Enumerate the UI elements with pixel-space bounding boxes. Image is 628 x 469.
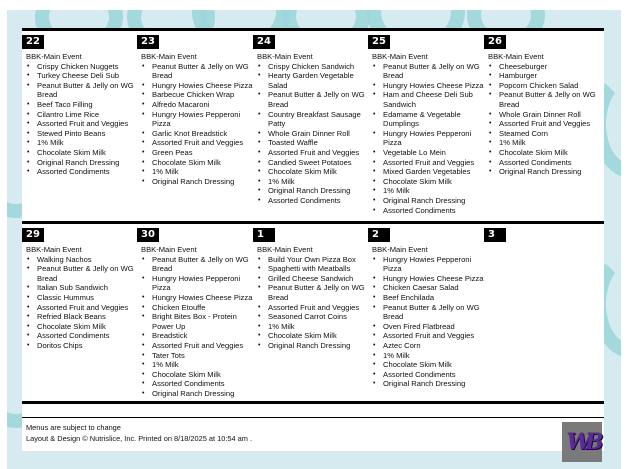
calendar-week-2 — [22, 221, 604, 398]
menu-item: • Hungry Howies Cheese Pizza — [141, 293, 256, 303]
menu-item: • Chicken Caesar Salad — [372, 283, 487, 293]
logo-text: WB — [566, 429, 598, 455]
menu-item-list — [137, 255, 252, 399]
menu-item: • Chocolate Skim Milk — [26, 148, 141, 158]
menu-item: • Original Ranch Dressing — [26, 158, 141, 168]
menu-item-list — [253, 62, 368, 206]
menu-item: • Alfredo Macaroni — [141, 100, 256, 110]
menu-item: • Assorted Fruit and Veggies — [372, 331, 487, 341]
menu-item: • Beef Enchilada — [372, 293, 487, 303]
menu-item: • Peanut Butter & Jelly on WG Bread — [141, 62, 256, 81]
day-number: 1 — [253, 228, 275, 242]
menu-item: • Classic Hummus — [26, 293, 141, 303]
menu-calendar — [22, 28, 604, 455]
menu-item: • Chocolate Skim Milk — [141, 158, 256, 168]
menu-item: • Assorted Fruit and Veggies — [26, 119, 141, 129]
divider-thick — [22, 401, 604, 404]
menu-item: • Hungry Howies Pepperoni Pizza — [372, 129, 487, 148]
menu-item: • Grilled Cheese Sandwich — [257, 274, 372, 284]
day-number: 3 — [484, 228, 506, 242]
menu-item: • Walking Nachos — [26, 255, 141, 265]
divider-thin — [22, 417, 604, 418]
menu-item: • Peanut Butter & Jelly on WG Bread — [26, 264, 141, 283]
menu-item: • Original Ranch Dressing — [372, 196, 487, 206]
disclaimer-text: Menus are subject to change — [26, 423, 121, 432]
day-number: 22 — [22, 35, 44, 49]
menu-item: • Cilantro Lime Rice — [26, 110, 141, 120]
event-name: BBK-Main Event — [488, 52, 544, 61]
school-logo — [562, 422, 602, 462]
day-number: 30 — [137, 228, 159, 242]
calendar-day — [253, 31, 368, 206]
day-number: 24 — [253, 35, 275, 49]
menu-item: • 1% Milk — [372, 351, 487, 361]
menu-item: • Original Ranch Dressing — [372, 379, 487, 389]
menu-item: • Chocolate Skim Milk — [372, 360, 487, 370]
menu-item: • Peanut Butter & Jelly on WG Bread — [26, 81, 141, 100]
menu-item: • Chocolate Skim Milk — [372, 177, 487, 187]
calendar-day — [137, 224, 252, 399]
menu-item: • Assorted Condiments — [26, 331, 141, 341]
menu-item: • Hungry Howies Pepperoni Pizza — [141, 110, 256, 129]
menu-item: • Assorted Condiments — [141, 379, 256, 389]
menu-item-list — [22, 255, 137, 351]
menu-item: • Hearty Garden Vegetable Salad — [257, 71, 372, 90]
menu-item: • Peanut Butter & Jelly on WG Bread — [372, 62, 487, 81]
menu-item: • Chocolate Skim Milk — [488, 148, 603, 158]
menu-item: • 1% Milk — [257, 177, 372, 187]
calendar-day — [484, 31, 599, 177]
menu-item: • Build Your Own Pizza Box — [257, 255, 372, 265]
menu-item: • Tater Tots — [141, 351, 256, 361]
menu-item: • Assorted Fruit and Veggies — [26, 303, 141, 313]
menu-item: • Seasoned Carrot Coins — [257, 312, 372, 322]
menu-item: • Chicken Etouffe — [141, 303, 256, 313]
menu-item: • Original Ranch Dressing — [141, 389, 256, 399]
day-number: 26 — [484, 35, 506, 49]
menu-item: • Chocolate Skim Milk — [141, 370, 256, 380]
credit-text: Layout & Design © Nutrislice, Inc. Printed on 8/18/2025 at 10:54 am . — [26, 434, 253, 443]
footer — [26, 422, 252, 444]
event-name: BBK-Main Event — [26, 52, 82, 61]
menu-item: • Hungry Howies Cheese Pizza — [372, 81, 487, 91]
calendar-day — [368, 31, 483, 215]
menu-item: • Hungry Howies Pepperoni Pizza — [141, 274, 256, 293]
menu-item: • Assorted Fruit and Veggies — [141, 138, 256, 148]
menu-item: • Hungry Howies Pepperoni Pizza — [372, 255, 487, 274]
menu-item: • Vegetable Lo Mein — [372, 148, 487, 158]
menu-item: • Assorted Fruit and Veggies — [372, 158, 487, 168]
menu-item: • Stewed Pinto Beans — [26, 129, 141, 139]
menu-item: • Peanut Butter & Jelly on WG Bread — [257, 283, 372, 302]
calendar-day — [253, 224, 368, 351]
menu-item: • Hungry Howies Cheese Pizza — [372, 274, 487, 284]
menu-item: • Chocolate Skim Milk — [257, 167, 372, 177]
menu-item: • Assorted Condiments — [372, 370, 487, 380]
day-number: 29 — [22, 228, 44, 242]
menu-item: • Toasted Waffle — [257, 138, 372, 148]
menu-item: • Assorted Condiments — [372, 206, 487, 216]
menu-item: • Whole Grain Dinner Roll — [257, 129, 372, 139]
calendar-day — [22, 224, 137, 351]
menu-item: • Assorted Fruit and Veggies — [141, 341, 256, 351]
menu-item: • Peanut Butter & Jelly on WG Bread — [372, 303, 487, 322]
event-name: BBK-Main Event — [372, 52, 428, 61]
menu-item-list — [484, 62, 599, 177]
menu-item: • Oven Fired Flatbread — [372, 322, 487, 332]
calendar-day — [368, 224, 483, 389]
calendar-day — [22, 31, 137, 177]
menu-item: • Crispy Chicken Nuggets — [26, 62, 141, 72]
menu-item: • Italian Sub Sandwich — [26, 283, 141, 293]
menu-item: • Original Ranch Dressing — [141, 177, 256, 187]
day-number: 25 — [368, 35, 390, 49]
menu-item: • Green Peas — [141, 148, 256, 158]
menu-item: • Aztec Corn — [372, 341, 487, 351]
menu-item: • Garlic Knot Breadstick — [141, 129, 256, 139]
menu-item: • Chocolate Skim Milk — [26, 322, 141, 332]
menu-item-list — [368, 62, 483, 216]
menu-item: • Popcorn Chicken Salad — [488, 81, 603, 91]
menu-item: • 1% Milk — [488, 138, 603, 148]
menu-item-list — [368, 255, 483, 389]
menu-item: • Refried Black Beans — [26, 312, 141, 322]
menu-item: • Doritos Chips — [26, 341, 141, 351]
menu-item: • Assorted Fruit and Veggies — [257, 303, 372, 313]
menu-item: • Mixed Garden Vegetables — [372, 167, 487, 177]
menu-item: • Country Breakfast Sausage Patty — [257, 110, 372, 129]
calendar-week-1 — [22, 28, 604, 215]
event-name: BBK-Main Event — [257, 245, 313, 254]
menu-item: • Candied Sweet Potatoes — [257, 158, 372, 168]
menu-item: • 1% Milk — [26, 138, 141, 148]
menu-item: • Assorted Condiments — [488, 158, 603, 168]
menu-item: • 1% Milk — [141, 360, 256, 370]
menu-item: • Assorted Fruit and Veggies — [257, 148, 372, 158]
menu-item: • Assorted Condiments — [26, 167, 141, 177]
menu-item: • Peanut Butter & Jelly on WG Bread — [141, 255, 256, 274]
event-name: BBK-Main Event — [26, 245, 82, 254]
menu-item: • 1% Milk — [372, 186, 487, 196]
menu-item: • Hamburger — [488, 71, 603, 81]
menu-item: • Breadstick — [141, 331, 256, 341]
menu-item: • Peanut Butter & Jelly on WG Bread — [488, 90, 603, 109]
menu-item: • Chocolate Skim Milk — [257, 331, 372, 341]
menu-item: • Original Ranch Dressing — [257, 186, 372, 196]
menu-item: • 1% Milk — [141, 167, 256, 177]
menu-item: • Peanut Butter & Jelly on WG Bread — [257, 90, 372, 109]
calendar-day — [484, 224, 599, 242]
menu-item: • Barbecue Chicken Wrap — [141, 90, 256, 100]
event-name: BBK-Main Event — [141, 52, 197, 61]
menu-item: • Whole Grain Dinner Roll — [488, 110, 603, 120]
menu-item-list — [137, 62, 252, 187]
menu-item: • Hungry Howies Cheese Pizza — [141, 81, 256, 91]
menu-item: • Crispy Chicken Sandwich — [257, 62, 372, 72]
menu-item: • 1% Milk — [257, 322, 372, 332]
menu-item: • Bright Bites Box - Protein Power Up — [141, 312, 256, 331]
menu-item: • Cheeseburger — [488, 62, 603, 72]
menu-item: • Assorted Fruit and Veggies — [488, 119, 603, 129]
menu-item-list — [22, 62, 137, 177]
menu-item: • Edamame & Vegetable Dumplings — [372, 110, 487, 129]
menu-item: • Ham and Cheese Deli Sub Sandwich — [372, 90, 487, 109]
menu-item: • Beef Taco Filling — [26, 100, 141, 110]
menu-item: • Steamed Corn — [488, 129, 603, 139]
day-number: 2 — [368, 228, 390, 242]
event-name: BBK-Main Event — [372, 245, 428, 254]
event-name: BBK-Main Event — [257, 52, 313, 61]
day-number: 23 — [137, 35, 159, 49]
menu-item: • Assorted Condiments — [257, 196, 372, 206]
menu-item-list — [253, 255, 368, 351]
menu-item: • Original Ranch Dressing — [257, 341, 372, 351]
event-name: BBK-Main Event — [141, 245, 197, 254]
menu-item: • Spaghetti with Meatballs — [257, 264, 372, 274]
menu-item: • Turkey Cheese Deli Sub — [26, 71, 141, 81]
calendar-day — [137, 31, 252, 186]
menu-item: • Original Ranch Dressing — [488, 167, 603, 177]
